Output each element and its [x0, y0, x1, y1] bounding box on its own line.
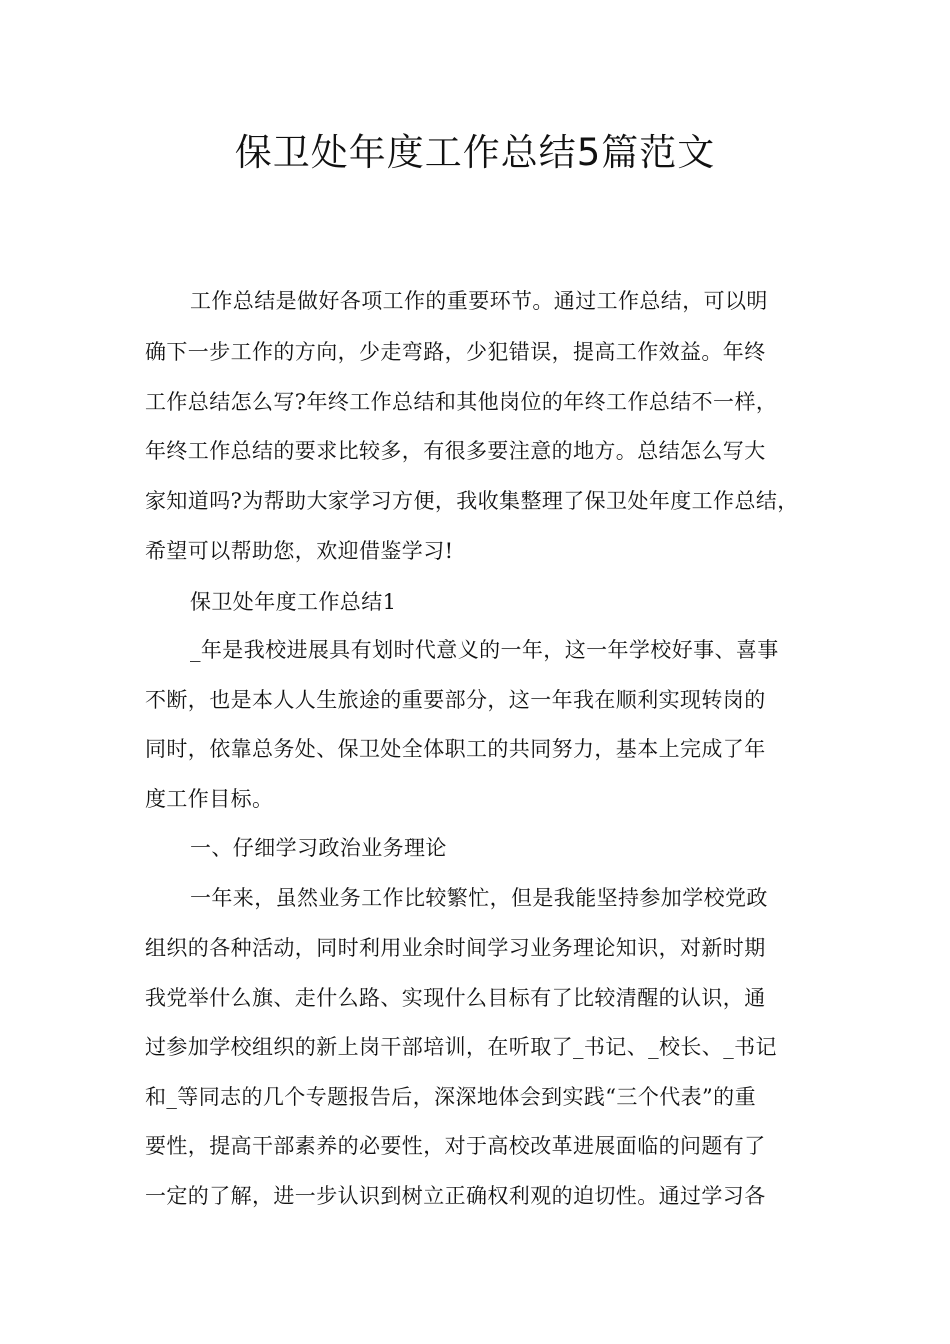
section-heading: 保卫处年度工作总结1	[190, 590, 397, 614]
paragraph-line: 家知道吗?为帮助大家学习方便，我收集整理了保卫处年度工作总结，	[145, 489, 799, 513]
paragraph-line: _年是我校进展具有划时代意义的一年，这一年学校好事、喜事	[190, 638, 779, 662]
paragraph-line: 希望可以帮助您，欢迎借鉴学习!	[145, 539, 454, 563]
paragraph-line: 一年来，虽然业务工作比较繁忙，但是我能坚持参加学校党政	[190, 886, 768, 910]
paragraph-line: 度工作目标。	[145, 787, 274, 811]
paragraph-line: 工作总结怎么写?年终工作总结和其他岗位的年终工作总结不一样，	[145, 390, 778, 414]
paragraph-line: 一定的了解，进一步认识到树立正确权利观的迫切性。通过学习各	[145, 1184, 766, 1208]
section-heading: 一、仔细学习政治业务理论	[190, 836, 447, 860]
document-title: 保卫处年度工作总结5篇范文	[234, 131, 716, 174]
paragraph-line: 和_等同志的几个专题报告后，深深地体会到实践“三个代表”的重	[145, 1085, 756, 1109]
paragraph-line: 组织的各种活动，同时利用业余时间学习业务理论知识，对新时期	[145, 936, 766, 960]
paragraph-line: 我党举什么旗、走什么路、实现什么目标有了比较清醒的认识，通	[145, 986, 766, 1010]
paragraph-line: 不断，也是本人人生旅途的重要部分，这一年我在顺利实现转岗的	[145, 688, 766, 712]
paragraph-line: 工作总结是做好各项工作的重要环节。通过工作总结，可以明	[190, 289, 768, 313]
paragraph-line: 年终工作总结的要求比较多，有很多要注意的地方。总结怎么写大	[145, 439, 766, 463]
paragraph-line: 要性，提高干部素养的必要性，对于高校改革进展面临的问题有了	[145, 1134, 766, 1158]
paragraph-line: 同时，依靠总务处、保卫处全体职工的共同努力，基本上完成了年	[145, 737, 766, 761]
paragraph-line: 过参加学校组织的新上岗干部培训，在听取了_书记、_校长、_书记	[145, 1035, 777, 1059]
paragraph-line: 确下一步工作的方向，少走弯路，少犯错误，提高工作效益。年终	[145, 340, 766, 364]
